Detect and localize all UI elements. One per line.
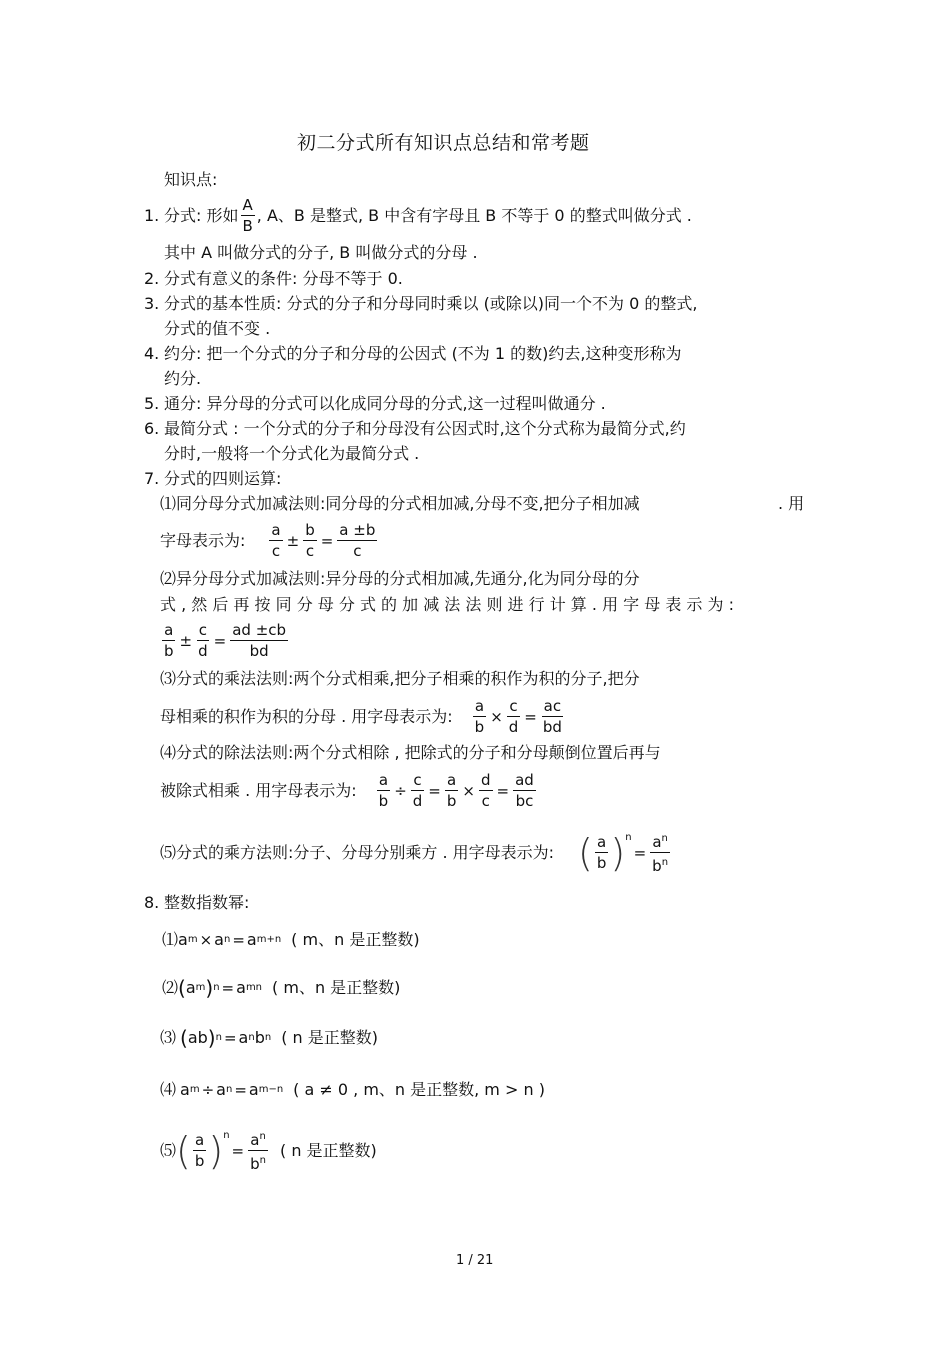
fraction-ad-over-bc — [513, 771, 536, 810]
rule-2-formula-line — [160, 621, 290, 660]
right-paren: ) — [207, 1026, 216, 1050]
fraction-a-over-b — [473, 697, 487, 736]
rule-1-formula-line — [160, 521, 379, 560]
equals-sign: = — [213, 631, 227, 650]
item-5-text: 通分: 异分母的分式可以化成同分母的分式,这一过程叫做通分 . — [164, 394, 606, 413]
condition-text: ( m、n 是正整数) — [291, 930, 420, 949]
rule-4-text-a: ⑷分式的除法法则:两个分式相除 , 把除式的分子和分母颠倒位置后再与 — [160, 743, 661, 762]
numerator: d — [480, 771, 491, 789]
fraction-b-over-c — [303, 521, 317, 560]
item-1-text-b: , A、B 是整式, B 中含有字母且 B 不等于 0 的整式叫做分式 . — [256, 205, 692, 225]
item-number-7: 7. — [144, 469, 160, 488]
fraction-ad-pm-cb-over-bd — [230, 621, 288, 660]
numerator: b — [305, 521, 315, 539]
numerator: a — [378, 771, 389, 789]
rule-label: ⑵ — [162, 978, 179, 997]
item-number-4: 4. — [144, 344, 160, 363]
equals-sign: = — [524, 707, 537, 726]
denominator: d — [412, 792, 423, 810]
rule-1-text-b: . 用 — [778, 494, 805, 513]
fraction-denominator: B — [242, 217, 253, 235]
fraction-a-pm-b-over-c — [337, 521, 377, 560]
condition-text: ( n 是正整数) — [281, 1028, 378, 1047]
left-paren: ( — [180, 1026, 188, 1050]
numerator: a — [474, 697, 485, 715]
page-title: 初二分式所有知识点总结和常考题 — [297, 132, 590, 154]
denominator: b — [596, 854, 607, 872]
item-3-text-b: 分式的值不变 . — [164, 319, 271, 338]
denominator: d — [508, 718, 519, 736]
item-1-line — [164, 196, 692, 235]
equals-sign: = — [234, 1081, 247, 1099]
numerator: c — [509, 697, 518, 715]
rule-3-formula-line — [160, 697, 566, 736]
base-a: a — [236, 978, 246, 997]
numerator: c — [198, 621, 207, 639]
exponent-m-minus-n: m−n — [258, 1084, 284, 1095]
numerator: ad — [515, 771, 534, 789]
exponent-m: m — [189, 1084, 200, 1095]
numerator: ac — [543, 697, 562, 715]
exponent-rule-4 — [160, 1080, 545, 1100]
rule-label: ⑶ — [160, 1028, 177, 1047]
exponent-mn: mn — [245, 982, 263, 993]
item-number-1: 1. — [144, 206, 160, 225]
fraction-ac-over-bd — [541, 697, 564, 736]
base-b: b — [254, 1028, 265, 1047]
equals-sign: = — [221, 979, 235, 997]
exponent-n: n — [661, 857, 669, 868]
fraction-an-over-bn — [650, 830, 670, 875]
base-a: a — [214, 930, 224, 949]
exponent-n: n — [215, 1032, 222, 1043]
fraction-an-over-bn — [248, 1128, 268, 1173]
item-number-2: 2. — [144, 269, 160, 288]
left-paren: ( — [578, 830, 593, 875]
exponent-n: n — [264, 1032, 272, 1043]
exponent-rule-3 — [160, 1028, 378, 1048]
item-1-text-c: 其中 A 叫做分式的分子, B 叫做分式的分母 . — [164, 243, 478, 262]
rule-label: ⑴ — [162, 930, 179, 949]
base-a: a — [180, 1080, 190, 1099]
exponent-rule-2 — [162, 978, 400, 998]
denominator: b — [378, 792, 389, 810]
fraction-c-over-d — [196, 621, 210, 660]
base-b: b — [250, 1155, 260, 1173]
denominator: c — [481, 792, 490, 810]
rule-2-text-b: 式 , 然 后 再 按 同 分 母 分 式 的 加 减 法 法 则 进 行 计 算 . 用 字 母 表 示 为 : — [160, 595, 734, 614]
denominator: b — [446, 792, 457, 810]
base-a: a — [216, 1080, 226, 1099]
right-paren: ) — [208, 1128, 224, 1173]
denominator: c — [271, 542, 281, 560]
denominator: b — [194, 1152, 205, 1170]
exponent-n: n — [223, 1130, 230, 1141]
left-paren: ( — [176, 1128, 191, 1173]
fraction-c-over-d — [507, 697, 521, 736]
fraction-a-over-b — [193, 1131, 207, 1170]
exponent-n: n — [259, 1131, 266, 1142]
base-a: a — [652, 833, 662, 851]
exponent-n: n — [625, 832, 632, 843]
condition-text: ( m、n 是正整数) — [272, 978, 401, 997]
exponent-n: n — [213, 982, 220, 993]
rule-1-text-c: 字母表示为: — [160, 530, 246, 550]
numerator: c — [413, 771, 422, 789]
base-a: a — [185, 978, 196, 997]
condition-text: ( a ≠ 0 , m、n 是正整数, m > n ) — [293, 1080, 545, 1099]
rule-2-text-a: ⑵异分母分式加减法则:异分母的分式相加减,先通分,化为同分母的分 — [160, 569, 640, 588]
numerator — [650, 830, 670, 853]
exponent-rule-1 — [162, 930, 420, 950]
item-7-text: 分式的四则运算: — [164, 469, 282, 488]
divide-sign: ÷ — [201, 1081, 215, 1099]
numerator — [248, 1128, 268, 1151]
equals-sign: = — [496, 781, 510, 800]
item-number-6: 6. — [144, 419, 160, 438]
exponent-n: n — [661, 833, 668, 844]
equals-sign: = — [231, 1141, 245, 1160]
plus-minus-sign: ± — [179, 631, 193, 650]
denominator: c — [305, 542, 315, 560]
denominator: c — [353, 542, 362, 560]
left-paren: ( — [178, 976, 186, 1000]
base-a: a — [246, 930, 257, 949]
rule-5-text-a: ⑸分式的乘方法则:分子、分母分别乘方 . 用字母表示为: — [160, 842, 555, 862]
right-paren: ) — [205, 976, 214, 1000]
numerator: a — [195, 1131, 205, 1149]
base-a: a — [248, 1080, 259, 1099]
times-sign: × — [462, 781, 475, 800]
fraction-d-over-c — [479, 771, 493, 810]
denominator — [248, 1151, 268, 1173]
times-sign: × — [490, 707, 503, 726]
exponent-rule-5 — [160, 1128, 377, 1173]
item-1-text-a: 分式: 形如 — [164, 205, 239, 225]
item-6-text-b: 分时,一般将一个分式化为最简分式 . — [164, 444, 420, 463]
exponent-m: m — [195, 982, 206, 993]
section-heading: 知识点: — [164, 170, 218, 189]
numerator: ad ±cb — [232, 621, 287, 639]
equals-sign: = — [223, 1029, 237, 1047]
rule-label: ⑷ — [160, 1080, 177, 1099]
times-sign: × — [199, 931, 213, 949]
numerator: a — [447, 771, 457, 789]
fraction-a-over-b — [240, 196, 254, 235]
base-a: a — [250, 1131, 260, 1149]
numerator: a ±b — [339, 521, 376, 539]
base-a: a — [238, 1028, 249, 1047]
item-number-5: 5. — [144, 394, 160, 413]
equals-sign: = — [320, 531, 334, 550]
exponent-n: n — [259, 1155, 266, 1166]
item-8-text: 整数指数幂: — [164, 893, 250, 912]
denominator: bd — [249, 642, 269, 660]
fraction-a-over-b — [377, 771, 391, 810]
denominator — [650, 853, 670, 875]
item-2-text: 分式有意义的条件: 分母不等于 0. — [164, 269, 403, 288]
exponent-n: n — [223, 934, 231, 945]
denominator: b — [474, 718, 485, 736]
denominator: bd — [542, 718, 562, 736]
base-a: a — [178, 930, 188, 949]
item-4-text-b: 约分. — [164, 369, 202, 388]
base-b: b — [652, 857, 662, 875]
rule-3-text-b: 母相乘的积作为积的分母 . 用字母表示为: — [160, 706, 453, 726]
base-ab: ab — [187, 1028, 208, 1047]
item-number-3: 3. — [144, 294, 160, 313]
exponent-n: n — [225, 1084, 233, 1095]
equals-sign: = — [428, 781, 441, 800]
rule-3-text-a: ⑶分式的乘法法则:两个分式相乘,把分子相乘的积作为积的分子,把分 — [160, 669, 640, 688]
numerator: a — [597, 833, 607, 851]
equals-sign: = — [232, 931, 245, 949]
rule-4-text-b: 被除式相乘 . 用字母表示为: — [160, 780, 357, 800]
item-4-text-a: 约分: 把一个分式的分子和分母的公因式 (不为 1 的数)约去,这种变形称为 — [164, 344, 682, 363]
right-paren: ) — [610, 830, 626, 875]
exponent-n: n — [248, 1032, 255, 1043]
item-6-text-a: 最简分式 : 一个分式的分子和分母没有公因式时,这个分式称为最简分式,约 — [164, 419, 686, 438]
denominator: bc — [515, 792, 534, 810]
rule-4-formula-line — [160, 771, 538, 810]
fraction-a-over-b — [595, 833, 609, 872]
item-3-text-a: 分式的基本性质: 分式的分子和分母同时乘以 (或除以)同一个不为 0 的整式, — [164, 294, 698, 313]
page-number: 1 / 21 — [456, 1253, 494, 1268]
denominator: d — [198, 642, 208, 660]
exponent-m: m — [187, 934, 198, 945]
numerator: a — [164, 621, 174, 639]
fraction-a-over-b — [445, 771, 459, 810]
plus-minus-sign: ± — [286, 531, 300, 550]
equals-sign: = — [633, 843, 647, 862]
exponent-m-plus-n: m+n — [256, 934, 282, 945]
denominator: b — [164, 642, 174, 660]
fraction-c-over-d — [411, 771, 425, 810]
fraction-numerator: A — [242, 196, 253, 214]
item-number-8: 8. — [144, 893, 160, 912]
condition-text: ( n 是正整数) — [280, 1140, 377, 1160]
fraction-a-over-c — [269, 521, 282, 560]
rule-5-formula-line — [160, 830, 672, 875]
rule-label: ⑸ — [160, 1140, 177, 1160]
numerator: a — [271, 521, 281, 539]
divide-sign: ÷ — [394, 781, 407, 800]
fraction-a-over-b — [162, 621, 176, 660]
rule-1-text-a: ⑴同分母分式加减法则:同分母的分式相加减,分母不变,把分子相加减 — [160, 494, 640, 513]
